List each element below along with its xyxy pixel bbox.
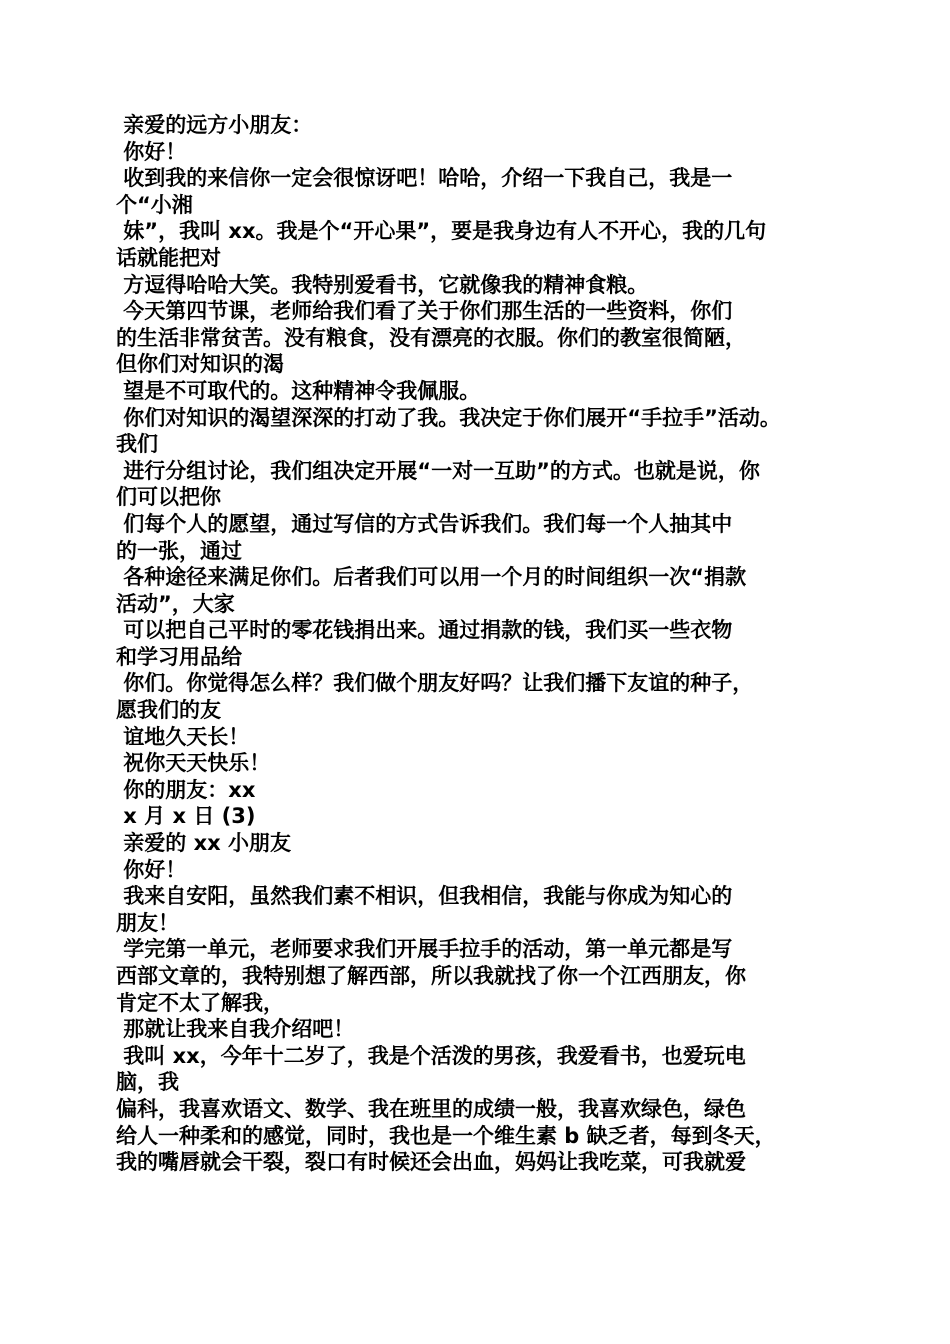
text-line: 我来自安阳，虽然我们素不相识，但我相信，我能与你成为知心的 (116, 884, 733, 909)
text-line: 亲爱的 xx 小朋友 (116, 831, 292, 856)
text-line: 愿我们的友 (116, 698, 221, 723)
text-line: 可以把自己平时的零花钱捐出来。通过捐款的钱，我们买一些衣物 (116, 618, 733, 643)
text-line: 给人一种柔和的感觉，同时，我也是一个维生素 b 缺乏者，每到冬天， (116, 1123, 776, 1148)
text-line: 们可以把你 (116, 485, 221, 510)
text-line: 话就能把对 (116, 245, 221, 270)
text-line: 妹”，我叫 xx。我是个“开心果”，要是我身边有人不开心，我的几句 (116, 219, 767, 244)
text-line: 的一张，通过 (116, 538, 242, 563)
text-line: 我们 (116, 432, 158, 457)
text-line: 进行分组讨论，我们组决定开展“一对一互助”的方式。也就是说，你 (116, 458, 760, 483)
text-line: x 月 x 日 (3) (116, 804, 256, 829)
text-line: 那就让我来自我介绍吧！ (116, 1017, 355, 1042)
text-line: 肯定不太了解我， (116, 990, 284, 1015)
text-line: 收到我的来信你一定会很惊讶吧！哈哈，介绍一下我自己，我是一 (116, 166, 733, 191)
text-line: 脑，我 (116, 1070, 179, 1095)
text-line: 和学习用品给 (116, 644, 242, 669)
text-line: 今天第四节课，老师给我们看了关于你们那生活的一些资料，你们 (116, 299, 733, 324)
text-line: 方逗得哈哈大笑。我特别爱看书，它就像我的精神食粮。 (116, 272, 649, 297)
text-line: 你好！ (116, 139, 187, 164)
text-line: 活动”，大家 (116, 591, 235, 616)
text-line: 学完第一单元，老师要求我们开展手拉手的活动，第一单元都是写 (116, 937, 733, 962)
text-line: 我的嘴唇就会干裂，裂口有时候还会出血，妈妈让我吃菜，可我就爱 (116, 1150, 746, 1175)
text-line: 但你们对知识的渴 (116, 352, 284, 377)
text-line: 朋友！ (116, 910, 179, 935)
text-line: 我叫 xx，今年十二岁了，我是个活泼的男孩，我爱看书，也爱玩电 (116, 1043, 746, 1068)
document-body (116, 112, 846, 1176)
text-line: 你们。你觉得怎么样？我们做个朋友好吗？让我们播下友谊的种子， (116, 671, 754, 696)
text-line: 亲爱的远方小朋友： (116, 113, 313, 137)
text-line: 望是不可取代的。这种精神令我佩服。 (116, 378, 481, 403)
text-line: 个“小湘 (116, 192, 193, 217)
text-line: 各种途径来满足你们。后者我们可以用一个月的时间组织一次“捐款 (116, 565, 747, 590)
text-line: 西部文章的，我特别想了解西部，所以我就找了你一个江西朋友，你 (116, 964, 746, 988)
text-line: 你们对知识的渴望深深的打动了我。我决定于你们展开“手拉手”活动。 (116, 405, 781, 430)
text-line: 的生活非常贫苦。没有粮食，没有漂亮的衣服。你们的教室很简陋， (116, 325, 746, 350)
text-line: 你好！ (116, 857, 187, 882)
text-line: 祝你天天快乐！ (116, 751, 271, 776)
text-line: 们每个人的愿望，通过写信的方式告诉我们。我们每一个人抽其中 (116, 511, 733, 536)
text-line: 谊地久天长！ (116, 724, 250, 749)
text-line: 你的朋友：xx (116, 777, 256, 802)
text-line: 偏科，我喜欢语文、数学、我在班里的成绩一般，我喜欢绿色，绿色 (116, 1096, 746, 1121)
